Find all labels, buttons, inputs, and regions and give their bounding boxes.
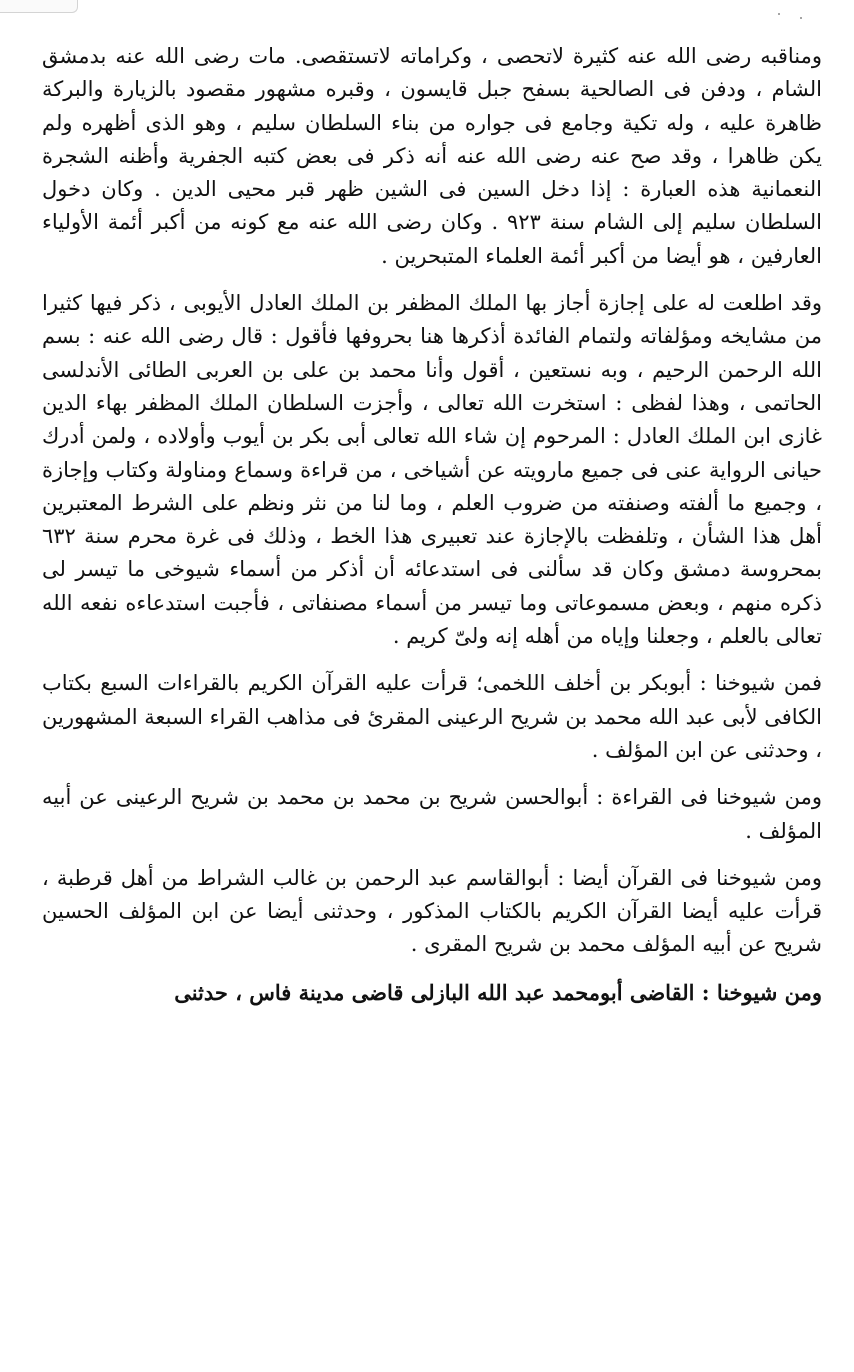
document-page [42,40,822,1009]
window-corner-tab [0,0,78,13]
paragraph-shuyukh-1: فمن شيوخنا : أبوبكر بن أخلف اللخمى؛ قرأت عليه القرآن الكريم بالقراءات السبع بكتاب الكافى لأبى عبد الله محمد بن شريح الرعينى المقرئ فى مذاهب القراء السبعة المشهورين ، وحدثنى عن ابن المؤلف . [42,671,822,762]
scan-speck [778,13,780,15]
paragraph-shuyukh-2: ومن شيوخنا فى القراءة : أبوالحسن شريح بن محمد بن محمد بن شريح الرعينى عن أبيه المؤلف . [42,785,822,843]
paragraph-manaqib: ومناقبه رضى الله عنه كثيرة لاتحصى ، وكراماته لاتستقصى. مات رضى الله عنه بدمشق الشام ، ودفن فى الصالحية بسفح جبل قايسون ، وقبره مشهور مقصود بالزيارة والبركة ظاهرة عليه ، وله تكية وجامع فى جواره من بناء السلطان سليم ، وهو الذى أظهره ولم يكن ظاهرا ، وقد صح عنه رضى الله عنه أنه ذكر فى بعض كتبه الجفرية وأظنه الشجرة النعمانية هذه العبارة : إذا دخل السين فى الشين ظهر قبر محيى الدين . وكان دخول السلطان سليم إلى الشام سنة ٩٢٣ . وكان رضى الله عنه مع كونه من أكبر أئمة الأولياء العارفين ، هو أيضا من أكبر أئمة العلماء المتبحرين . [42,44,822,268]
scan-speck [800,17,802,19]
paragraph-ijaza: وقد اطلعت له على إجازة أجاز بها الملك المظفر بن الملك العادل الأيوبى ، ذكر فيها كثيرا من مشايخه ومؤلفاته ولتمام الفائدة أذكرها هنا بحروفها فأقول : قال رضى الله عنه : بسم الله الرحمن الرحيم ، وبه نستعين ، أقول وأنا محمد بن على بن العربى الطائى الأندلسى الحاتمى ، وهذا لفظى : استخرت الله تعالى ، وأجزت السلطان الملك المظفر بهاء الدين غازى ابن الملك العادل : المرحوم إن شاء الله تعالى أبى بكر بن أيوب وأولاده ، ولمن أدرك حيانى الرواية عنى فى جميع مارويته عن أشياخى ، من قراءة وسماع ومناولة وكتاب وإجازة ، وجميع ما ألفته وصنفته من ضروب العلم ، وما لنا من نثر ونظم على الشرط المعتبرين أهل هذا الشأن ، وتلفظت بالإجازة عند تعبيرى هذا الخط ، وذلك فى غرة محرم سنة ٦٣٢ بمحروسة دمشق وكان قد سألنى فى استدعائه أن أذكر من أسماء شيوخى ما تيسر لى ذكره منهم ، وبعض مسموعاتى وما تيسر من أسماء مصنفاتى ، فأجبت استدعاءه نفعه الله تعالى بالعلم ، وجعلنا وإياه من أهله إنه ولىّ كريم . [42,291,822,649]
paragraph-shuyukh-4: ومن شيوخنا : القاضى أبومحمد عبد الله البازلى قاضى مدينة فاس ، حدثنى [174,979,822,1005]
paragraph-shuyukh-3: ومن شيوخنا فى القرآن أيضا : أبوالقاسم عبد الرحمن بن غالب الشراط من أهل قرطبة ، قرأت عليه أيضا القرآن الكريم بالكتاب المذكور ، وحدثنى أيضا عن ابن المؤلف الحسين شريح عن أبيه المؤلف محمد بن شريح المقرى . [42,865,822,957]
